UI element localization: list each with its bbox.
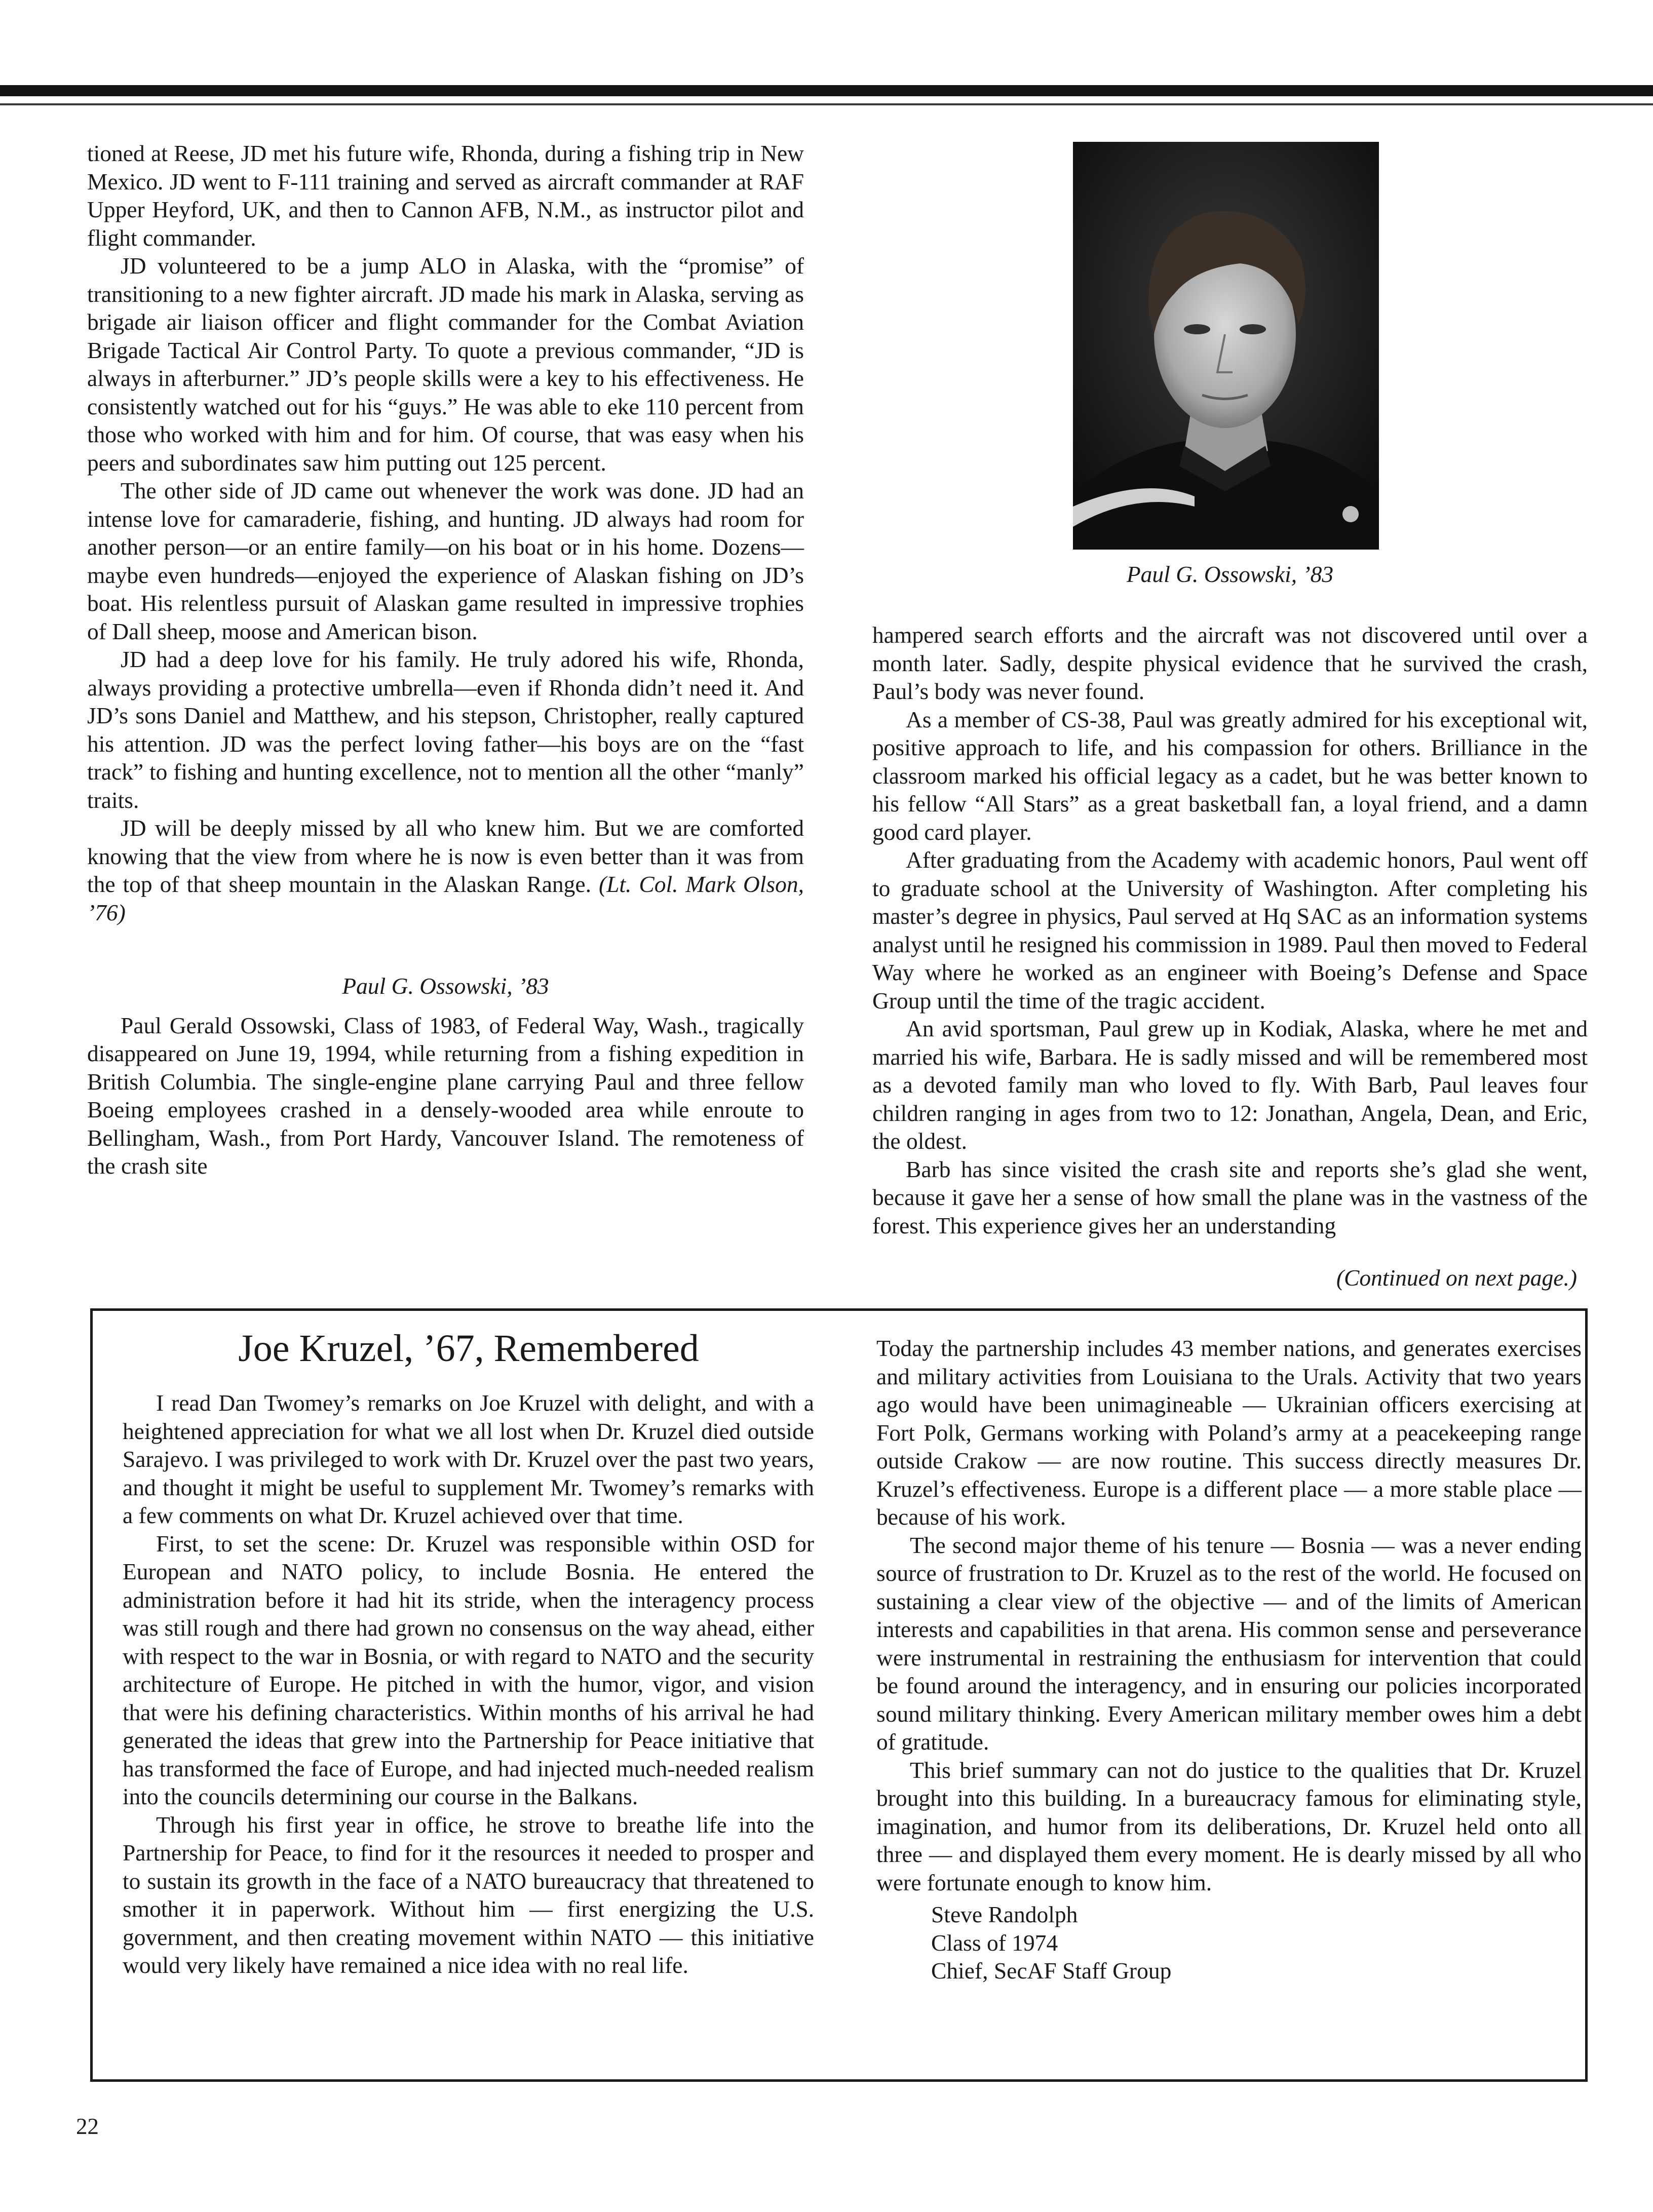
- paragraph: An avid sportsman, Paul grew up in Kodiak, Alaska, where he met and married his wife, Barbara. He is sadly missed and will be remembered most as a devoted family man who loved to fly. With Barb, Paul leaves four children ranging in ages from two to 12: Jonathan, Angela, Dean, and Eric, the oldest.: [872, 1016, 1588, 1154]
- paragraph: JD had a deep love for his family. He truly adored his wife, Rhonda, always providing a protective umbrella—even if Rhonda didn’t need it. And JD’s sons Daniel and Matthew, and his stepson, Christopher, really captured his attention. JD was the perfect loving father—his boys are on the “fast track” to fishing and hunting excellence, not to mention all the other “manly” traits.: [87, 646, 804, 813]
- paragraph: First, to set the scene: Dr. Kruzel was responsible within OSD for European and NATO policy, to include Bosnia. He entered the administration before it had hit its stride, when the interagency process was still rough and there had grown no consensus on the way ahead, either with respect to the war in Bosnia, or with regard to NATO and the security architecture of Europe. He pitched in with the humor, vigor, and vision that were his defining characteristics. Within months of his arrival he had generated the ideas that grew into the Partnership for Peace initiative that has transformed the face of Europe, and had injected much-needed realism into the councils determining our course in the Balkans.: [123, 1530, 814, 1809]
- portrait-photo: [1073, 142, 1379, 550]
- boxed-article-title: Joe Kruzel, ’67, Remembered: [238, 1327, 699, 1370]
- paragraph-text: JD will be deeply missed by all who knew him. But we are comforted knowing that the view from where he is now is even better than it was from the top of that sheep mountain in the Alaskan Range.: [87, 815, 804, 897]
- paragraph: The other side of JD came out whenever the work was done. JD had an intense love for camaraderie, fishing, and hunting. JD always had room for another person—or an entire family—on his boat or in his home. Dozens—maybe even hundreds—enjoyed the experience of Alaskan fishing on JD’s boat. His relentless pursuit of Alaskan game resulted in impressive trophies of Dall sheep, moose and American bison.: [87, 478, 804, 644]
- photo-caption: Paul G. Ossowski, ’83: [1126, 561, 1334, 587]
- paragraph: After graduating from the Academy with academic honors, Paul went off to graduate school at the University of Washington. After completing his master’s degree in physics, Paul served at Hq SAC as an information systems analyst until he resigned his commission in 1989. Paul then moved to Federal Way where he worked as an engineer with Boeing’s Defense and Space Group until the time of the tragic accident.: [872, 847, 1588, 1014]
- continued-note: (Continued on next page.): [1336, 1265, 1577, 1291]
- paragraph: Barb has since visited the crash site and reports she’s glad she went, because it gave her a sense of how small the plane was in the vastness of the forest. This experience gives her an understanding: [872, 1156, 1588, 1238]
- top-rule-thin: [0, 103, 1653, 105]
- obituary-heading: Paul G. Ossowski, ’83: [342, 973, 549, 999]
- paragraph: tioned at Reese, JD met his future wife, Rhonda, during a fishing trip in New Mexico. JD went to F-111 training and served as aircraft commander at RAF Upper Heyford, UK, and then to Cannon AFB, N.M., as instructor pilot and flight commander.: [87, 140, 804, 251]
- portrait-image: [1073, 142, 1379, 550]
- paragraph: [87, 814, 804, 926]
- signature-line: Chief, SecAF Staff Group: [931, 1958, 1172, 1984]
- paragraph: Through his first year in office, he strove to breathe life into the Partnership for Peace, to find for it the resources it needed to prosper and to sustain its growth in the face of a NATO bureaucracy that threatened to smother it in paperwork. Without him — first energizing the U.S. government, and then creating movement within NATO — this initiative would very likely have remained a nice idea with no real life.: [123, 1811, 814, 1978]
- article-left-column: [87, 139, 804, 1180]
- letter-signature: [876, 1900, 1582, 1985]
- paragraph: Today the partnership includes 43 member nations, and generates exercises and military activities from Louisiana to the Urals. Activity that two years ago would have been unimagineable — Ukrainian officers exercising at Fort Polk, Germans working with Poland’s army at a peacekeeping range outside Crakow — are now routine. This success directly measures Dr. Kruzel’s effectiveness. Europe is a different place — a more stable place — because of his work.: [876, 1335, 1582, 1530]
- signature-line: Steve Randolph: [931, 1901, 1078, 1927]
- author-signature: (Lt. Col. Mark Olson, ’76): [87, 871, 804, 925]
- paragraph: hampered search efforts and the aircraft was not discovered until over a month later. Sadly, despite physical evidence that he survived the crash, Paul’s body was never found.: [872, 622, 1588, 704]
- signature-line: Class of 1974: [931, 1929, 1058, 1956]
- boxed-article-right-column: [876, 1334, 1582, 1985]
- paragraph: This brief summary can not do justice to the qualities that Dr. Kruzel brought into this building. In a bureaucracy famous for eliminating style, imagination, and humor from its deliberations, Dr. Kruzel held onto all three — and displayed them every moment. He is dearly missed by all who were fortunate enough to know him.: [876, 1757, 1582, 1895]
- paragraph: I read Dan Twomey’s remarks on Joe Kruzel with delight, and with a heightened appreciation for what we all lost when Dr. Kruzel died outside Sarajevo. I was privileged to work with Dr. Kruzel over the past two years, and thought it might be useful to supplement Mr. Twomey’s remarks with a few comments on what Dr. Kruzel achieved over that time.: [123, 1390, 814, 1528]
- paragraph: As a member of CS-38, Paul was greatly admired for his exceptional wit, positive approach to life, and his compassion for others. Brilliance in the classroom marked his official legacy as a cadet, but he was better known to his fellow “All Stars” as a great basketball fan, a loyal friend, and a damn good card player.: [872, 706, 1588, 845]
- top-rule: [0, 85, 1653, 96]
- paragraph: JD volunteered to be a jump ALO in Alaska, with the “promise” of transitioning to a new fighter aircraft. JD made his mark in Alaska, serving as brigade air liaison officer and flight commander for the Combat Aviation Brigade Tactical Air Control Party. To quote a previous commander, “JD is always in afterburner.” JD’s people skills were a key to his effectiveness. He consistently watched out for his “guys.” He was able to eke 110 percent from those who worked with him and for him. Of course, that was easy when his peers and subordinates saw him putting out 125 percent.: [87, 253, 804, 476]
- article-right-column: [872, 621, 1588, 1239]
- page-number: 22: [76, 2114, 99, 2139]
- paragraph: Paul Gerald Ossowski, Class of 1983, of Federal Way, Wash., tragically disappeared on June 19, 1994, while returning from a fishing expedition in British Columbia. The single-engine plane carrying Paul and three fellow Boeing employees crashed in a densely-wooded area while enroute to Bellingham, Wash., from Port Hardy, Vancouver Island. The remoteness of the crash site: [87, 1012, 804, 1179]
- paragraph: The second major theme of his tenure — Bosnia — was a never ending source of frustration to Dr. Kruzel as to the rest of the world. He focused on sustaining a clear view of the objective — and of the limits of American interests and capabilities in that arena. His common sense and perseverance were instrumental in restraining the enthusiasm for intervention that could be found around the interagency, and in ensuring our policies incorporated sound military thinking. Every American military member owes him a debt of gratitude.: [876, 1532, 1582, 1755]
- boxed-article-left-column: [123, 1389, 814, 1980]
